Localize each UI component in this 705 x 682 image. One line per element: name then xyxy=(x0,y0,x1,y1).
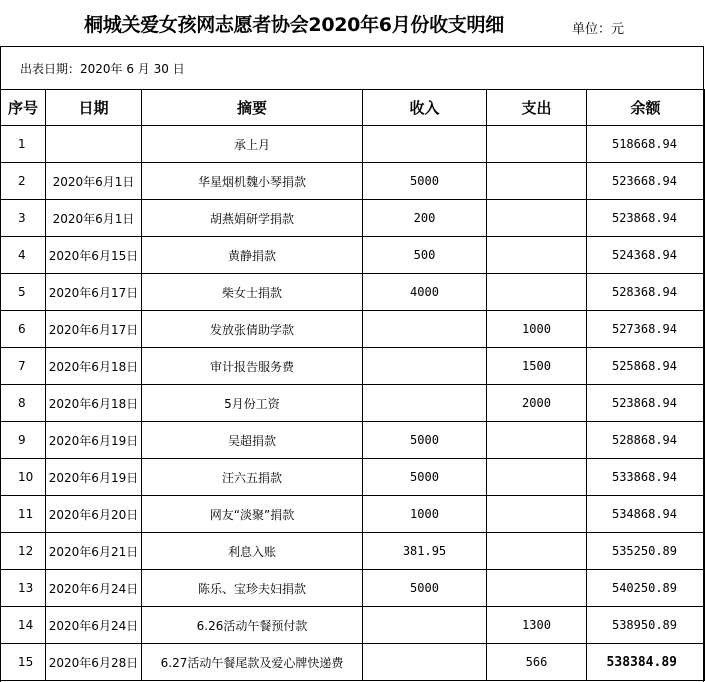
col-header-expense: 支出 xyxy=(487,90,587,126)
col-header-no: 序号 xyxy=(1,90,46,126)
cell-date: 2020年6月17日 xyxy=(46,274,142,311)
cell-no: 7 xyxy=(1,348,46,385)
cell-expense xyxy=(487,459,587,496)
report-date-row xyxy=(0,47,704,89)
cell-summary: 柴女士捐款 xyxy=(142,274,363,311)
cell-no: 5 xyxy=(1,274,46,311)
cell-date: 2020年6月18日 xyxy=(46,348,142,385)
cell-date: 2020年6月21日 xyxy=(46,533,142,570)
cell-income: 5000 xyxy=(363,422,487,459)
cell-date: 2020年6月18日 xyxy=(46,385,142,422)
cell-no: 9 xyxy=(1,422,46,459)
cell-no: 13 xyxy=(1,570,46,607)
cell-summary: 承上月 xyxy=(142,126,363,163)
table-row xyxy=(1,200,705,237)
cell-balance: 524368.94 xyxy=(587,237,705,274)
col-header-balance: 余额 xyxy=(587,90,705,126)
table-row xyxy=(1,237,705,274)
cell-no: 15 xyxy=(1,644,46,681)
header-row xyxy=(1,90,705,126)
table-row xyxy=(1,385,705,422)
cell-summary: 6.26活动午餐预付款 xyxy=(142,607,363,644)
cell-balance: 523868.94 xyxy=(587,385,705,422)
cell-expense: 1500 xyxy=(487,348,587,385)
table-row xyxy=(1,422,705,459)
report-date: 出表日期：2020年 6 月 30 日 xyxy=(20,62,185,76)
cell-summary: 5月份工资 xyxy=(142,385,363,422)
cell-summary: 黄静捐款 xyxy=(142,237,363,274)
ledger-table xyxy=(0,89,705,681)
cell-expense xyxy=(487,274,587,311)
cell-summary: 汪六五捐款 xyxy=(142,459,363,496)
cell-income: 4000 xyxy=(363,274,487,311)
cell-income xyxy=(363,348,487,385)
cell-income: 500 xyxy=(363,237,487,274)
cell-expense xyxy=(487,200,587,237)
cell-balance: 523668.94 xyxy=(587,163,705,200)
cell-expense xyxy=(487,570,587,607)
col-header-summary: 摘要 xyxy=(142,90,363,126)
cell-no: 10 xyxy=(1,459,46,496)
table-row xyxy=(1,348,705,385)
cell-no: 1 xyxy=(1,126,46,163)
cell-balance: 518668.94 xyxy=(587,126,705,163)
cell-balance: 528368.94 xyxy=(587,274,705,311)
cell-no: 14 xyxy=(1,607,46,644)
cell-balance: 535250.89 xyxy=(587,533,705,570)
cell-date: 2020年6月15日 xyxy=(46,237,142,274)
cell-expense: 2000 xyxy=(487,385,587,422)
table-row xyxy=(1,607,705,644)
table-row xyxy=(1,126,705,163)
cell-income xyxy=(363,607,487,644)
table-row xyxy=(1,311,705,348)
cell-expense xyxy=(487,533,587,570)
cell-no: 12 xyxy=(1,533,46,570)
cell-summary: 胡燕娟研学捐款 xyxy=(142,200,363,237)
cell-balance: 538950.89 xyxy=(587,607,705,644)
title-bar xyxy=(0,0,705,46)
cell-date: 2020年6月17日 xyxy=(46,311,142,348)
cell-balance: 527368.94 xyxy=(587,311,705,348)
cell-balance: 533868.94 xyxy=(587,459,705,496)
table-row xyxy=(1,274,705,311)
cell-expense xyxy=(487,422,587,459)
cell-no: 4 xyxy=(1,237,46,274)
cell-date xyxy=(46,126,142,163)
cell-date: 2020年6月24日 xyxy=(46,570,142,607)
cell-expense: 1300 xyxy=(487,607,587,644)
unit-label: 单位：元 xyxy=(572,22,625,37)
cell-summary: 6.27活动午餐尾款及爱心牌快递费 xyxy=(142,644,363,681)
cell-expense xyxy=(487,496,587,533)
cell-summary: 审计报告服务费 xyxy=(142,348,363,385)
cell-date: 2020年6月1日 xyxy=(46,200,142,237)
cell-date: 2020年6月24日 xyxy=(46,607,142,644)
cell-expense xyxy=(487,237,587,274)
cell-balance: 534868.94 xyxy=(587,496,705,533)
cell-income xyxy=(363,126,487,163)
cell-balance: 528868.94 xyxy=(587,422,705,459)
cell-income xyxy=(363,385,487,422)
cell-date: 2020年6月20日 xyxy=(46,496,142,533)
cell-date: 2020年6月19日 xyxy=(46,459,142,496)
cell-no: 2 xyxy=(1,163,46,200)
cell-expense xyxy=(487,126,587,163)
table-row xyxy=(1,163,705,200)
cell-no: 3 xyxy=(1,200,46,237)
col-header-income: 收入 xyxy=(363,90,487,126)
cell-date: 2020年6月19日 xyxy=(46,422,142,459)
cell-no: 11 xyxy=(1,496,46,533)
cell-date: 2020年6月28日 xyxy=(46,644,142,681)
cell-income: 5000 xyxy=(363,459,487,496)
cell-expense: 566 xyxy=(487,644,587,681)
table-row xyxy=(1,496,705,533)
table-row xyxy=(1,533,705,570)
cell-no: 6 xyxy=(1,311,46,348)
cell-balance: 538384.89 xyxy=(587,644,705,681)
cell-summary: 利息入账 xyxy=(142,533,363,570)
table-row xyxy=(1,570,705,607)
cell-income xyxy=(363,644,487,681)
cell-income: 1000 xyxy=(363,496,487,533)
cell-income xyxy=(363,311,487,348)
cell-balance: 525868.94 xyxy=(587,348,705,385)
cell-balance: 540250.89 xyxy=(587,570,705,607)
cell-income: 5000 xyxy=(363,570,487,607)
cell-balance: 523868.94 xyxy=(587,200,705,237)
cell-summary: 吴超捐款 xyxy=(142,422,363,459)
col-header-date: 日期 xyxy=(46,90,142,126)
cell-summary: 华星烟机魏小琴捐款 xyxy=(142,163,363,200)
cell-summary: 陈乐、宝珍夫妇捐款 xyxy=(142,570,363,607)
cell-summary: 发放张倩助学款 xyxy=(142,311,363,348)
table-row xyxy=(1,644,705,681)
cell-date: 2020年6月1日 xyxy=(46,163,142,200)
cell-summary: 网友“淡聚”捐款 xyxy=(142,496,363,533)
page-title: 桐城关爱女孩网志愿者协会2020年6月份收支明细 xyxy=(84,14,504,36)
cell-expense xyxy=(487,163,587,200)
table-row xyxy=(1,459,705,496)
cell-no: 8 xyxy=(1,385,46,422)
cell-expense: 1000 xyxy=(487,311,587,348)
cell-income: 5000 xyxy=(363,163,487,200)
cell-income: 200 xyxy=(363,200,487,237)
cell-income: 381.95 xyxy=(363,533,487,570)
